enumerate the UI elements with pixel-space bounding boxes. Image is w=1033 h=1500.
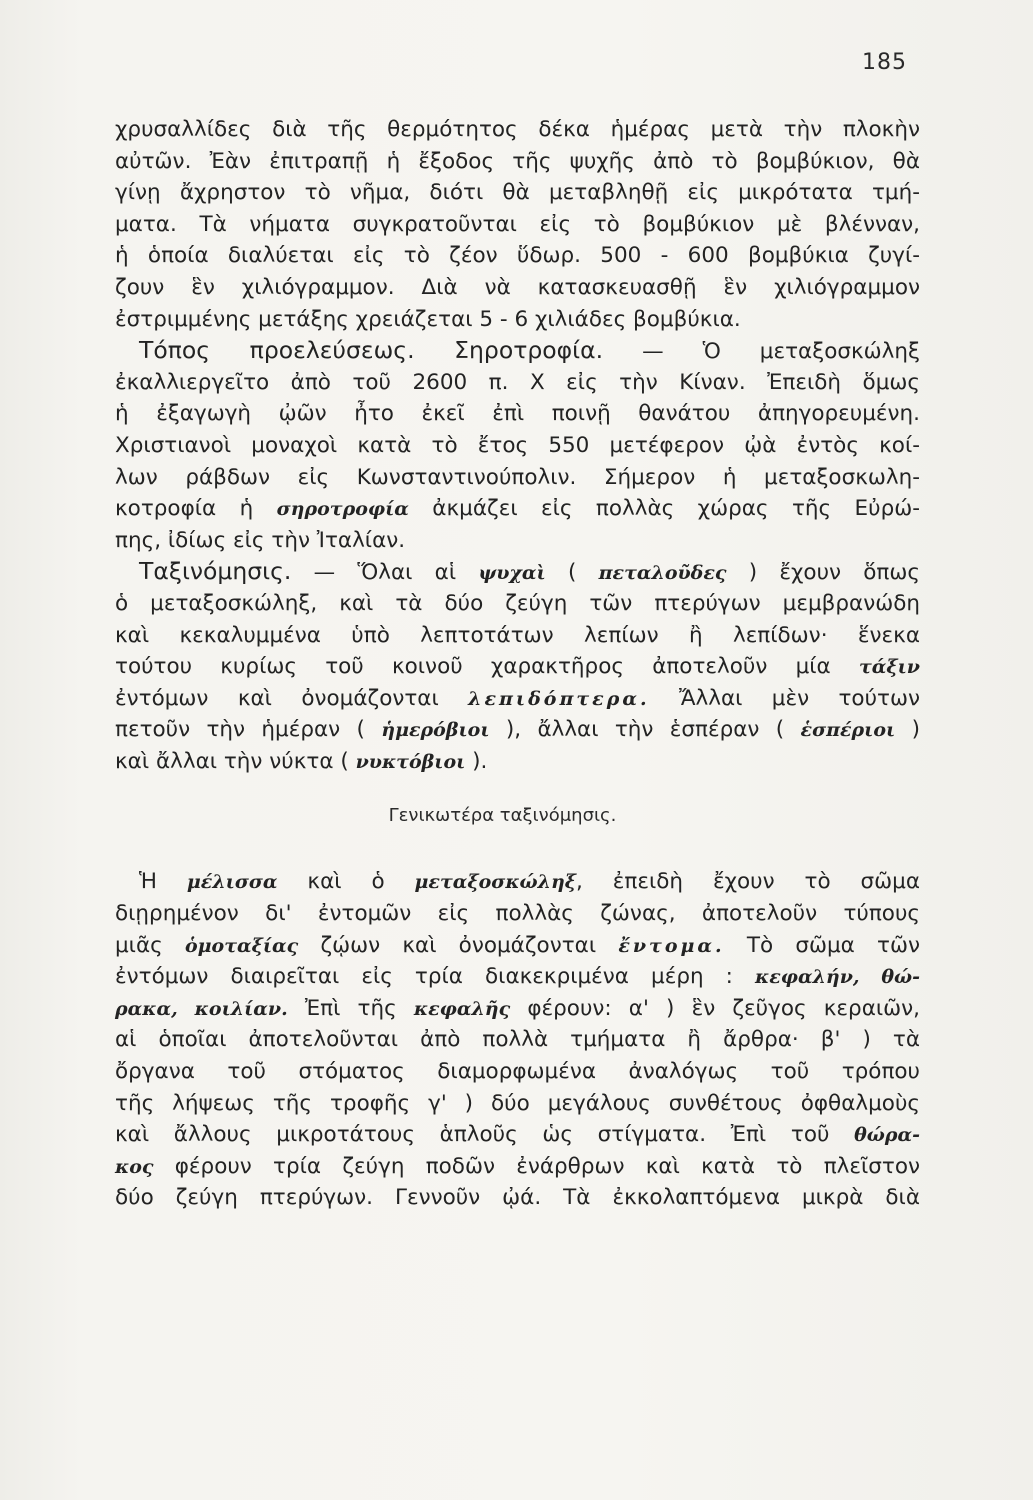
text-span: φέρουν: α' ) ἓν ζεῦγος κεραιῶν, — [510, 995, 920, 1021]
text-line: λων ράβδων εἰς Κωνσταντινούπολιν. Σήμερον ἡ μεταξοσκωλη- — [115, 464, 920, 490]
text-span: ζῴων καὶ ὀνομάζονται — [298, 932, 619, 958]
emphasis-term: λεπιδόπτερα. — [468, 687, 650, 710]
text-span: ), ἄλλαι τὴν ἑσπέραν ( — [489, 717, 801, 743]
emphasis-term: πεταλοῦδες — [598, 562, 727, 585]
text-line: καὶ κεκαλυμμένα ὑπὸ λεπτοτάτων λεπίων ἢ λεπίδων· ἕνεκα — [115, 622, 920, 648]
text-span: καὶ ἄλλους μικροτάτους ἁπλοῦς ὡς στίγματα. Ἐπὶ τοῦ — [115, 1122, 855, 1148]
text-line: ἐστριμμένης μετάξης χρειάζεται 5 - 6 χιλιάδες βομβύκια. — [115, 306, 741, 332]
text-span: — Ὅλαι αἱ — [291, 560, 479, 586]
page-body — [115, 114, 920, 1214]
section-heading: Ταξινόμησις. — [139, 557, 292, 586]
emphasis-term: θώρα- — [854, 1124, 920, 1147]
text-span: μιᾶς — [115, 932, 185, 958]
text-line: ματα. Τὰ νήματα συγκρατοῦνται εἰς τὸ βομβύκιον μὲ βλένναν, — [115, 211, 920, 237]
text-line: ὁ μεταξοσκώληξ, καὶ τὰ δύο ζεύγη τῶν πτερύγων μεμβρανώδη — [115, 590, 920, 616]
text-line — [115, 866, 920, 898]
text-span: ἐντόμων καὶ ὀνομάζονται — [115, 685, 469, 711]
text-span: καὶ ἄλλαι τὴν νύκτα ( — [115, 748, 356, 774]
text-span: ). — [465, 748, 488, 774]
text-span: ) ἔχουν ὅπως — [726, 560, 920, 586]
text-span: , ἐπειδὴ ἔχουν τὸ σῶμα — [576, 869, 920, 895]
emphasis-term: μεταξοσκώληξ — [414, 871, 577, 894]
spacer — [115, 840, 920, 866]
emphasis-term: ρακα, κοιλίαν. — [115, 997, 288, 1020]
text-span: κοτροφία ἡ — [115, 496, 277, 522]
text-line: διῃρημένον δι' ἐντομῶν εἰς πολλὰς ζώνας, ἀποτελοῦν τύπους — [115, 901, 920, 927]
text-span: Τὸ σῶμα τῶν — [724, 932, 920, 958]
text-line: δύο ζεύγη πτερύγων. Γεννοῦν ᾠά. Τὰ ἐκκολαπτόμενα μικρὰ διὰ — [115, 1185, 920, 1211]
text-line: ζουν ἓν χιλιόγραμμον. Διὰ νὰ κατασκευασθῇ ἓν χιλιόγραμμον — [115, 274, 920, 300]
text-line: ἡ ὁποία διαλύεται εἰς τὸ ζέον ὕδωρ. 500 - 600 βομβύκια ζυγί- — [115, 243, 920, 269]
emphasis-term: νυκτόβιοι — [355, 750, 466, 773]
text-line: χρυσαλλίδες διὰ τῆς θερμότητος δέκα ἡμέρας μετὰ τὴν πλοκὴν — [115, 117, 920, 142]
section-heading: Τόπος προελεύσεως. Σηροτροφία. — [139, 336, 604, 365]
emphasis-term: μέλισσα — [186, 871, 278, 894]
text-line — [115, 1119, 920, 1151]
emphasis-term: ἑσπέριοι — [800, 719, 896, 742]
text-line: ἡ ἐξαγωγὴ ᾠῶν ἦτο ἐκεῖ ἐπὶ ποινῇ θανάτου ἀπηγορευμένη. — [115, 401, 920, 427]
text-span: Ἄλλαι μὲν τούτων — [649, 685, 920, 711]
emphasis-term: σηροτροφία — [276, 498, 409, 521]
text-line — [115, 683, 920, 715]
text-line: πης, ἰδίως εἰς τὴν Ἰταλίαν. — [115, 527, 406, 553]
text-line: Χριστιανοὶ μοναχοὶ κατὰ τὸ ἔτος 550 μετέφερον ᾠὰ ἐντὸς κοί- — [115, 432, 920, 458]
text-span: — Ὁ μεταξοσκώληξ — [603, 339, 920, 365]
text-span: ἐντόμων διαιρεῖται εἰς τρία διακεκριμένα μέρη : — [115, 964, 755, 990]
text-span: Ἐπὶ τῆς — [287, 995, 414, 1021]
text-span: Ἡ — [139, 869, 187, 895]
emphasis-term: κεφαλήν, θώ- — [754, 966, 920, 989]
section-heading-line — [115, 335, 920, 367]
text-line — [115, 651, 920, 683]
emphasis-term: ἡμερόβιοι — [381, 719, 490, 742]
page-number: 185 — [862, 50, 907, 75]
text-span: ἀκμάζει εἰς πολλὰς χώρας τῆς Εὐρώ- — [408, 496, 920, 522]
subheading: Γενικωτέρα ταξινόμησις. — [388, 805, 617, 827]
text-span: καὶ ὁ — [277, 869, 415, 895]
emphasis-term: ὁμοταξίας — [184, 934, 299, 957]
emphasis-term: κεφαλῆς — [413, 997, 511, 1020]
text-line — [115, 714, 920, 746]
text-span: φέρουν τρία ζεύγη ποδῶν ἐνάρθρων καὶ κατὰ τὸ πλεῖστον — [153, 1153, 920, 1179]
text-line: γίνῃ ἄχρηστον τὸ νῆμα, διότι θὰ μεταβληθῇ εἰς μικρότατα τμή- — [115, 180, 920, 206]
text-line — [115, 930, 920, 962]
text-line: ἐκαλλιεργεῖτο ἀπὸ τοῦ 2600 π. Χ εἰς τὴν Κίναν. Ἐπειδὴ ὅμως — [115, 369, 920, 395]
text-span: πετοῦν τὴν ἡμέραν ( — [115, 717, 382, 743]
emphasis-term: ἔντομα. — [618, 934, 725, 957]
text-line — [115, 1151, 920, 1183]
text-line: ὄργανα τοῦ στόματος διαμορφωμένα ἀναλόγως τοῦ τρόπου — [115, 1059, 920, 1085]
text-span: ) — [895, 717, 920, 743]
text-span: ( — [545, 560, 599, 586]
section-heading-line — [115, 556, 920, 588]
text-line — [115, 961, 920, 993]
text-line — [115, 746, 920, 778]
text-line — [115, 493, 920, 525]
emphasis-term: τάξιν — [858, 656, 920, 679]
text-line: αὐτῶν. Ἐὰν ἐπιτραπῇ ἡ ἔξοδος τῆς ψυχῆς ἀπὸ τὸ βομβύκιον, θὰ — [115, 148, 920, 174]
text-span: τούτου κυρίως τοῦ κοινοῦ χαρακτῆρος ἀποτελοῦν μία — [115, 654, 859, 680]
text-line: τῆς λήψεως τῆς τροφῆς γ' ) δύο μεγάλους συνθέτους ὀφθαλμοὺς — [115, 1090, 920, 1116]
text-line: αἱ ὁποῖαι ἀποτελοῦνται ἀπὸ πολλὰ τμήματα ἢ ἄρθρα· β' ) τὰ — [115, 1027, 920, 1053]
emphasis-term: κος — [115, 1155, 154, 1178]
emphasis-term: ψυχαὶ — [478, 562, 546, 585]
text-line — [115, 993, 920, 1025]
